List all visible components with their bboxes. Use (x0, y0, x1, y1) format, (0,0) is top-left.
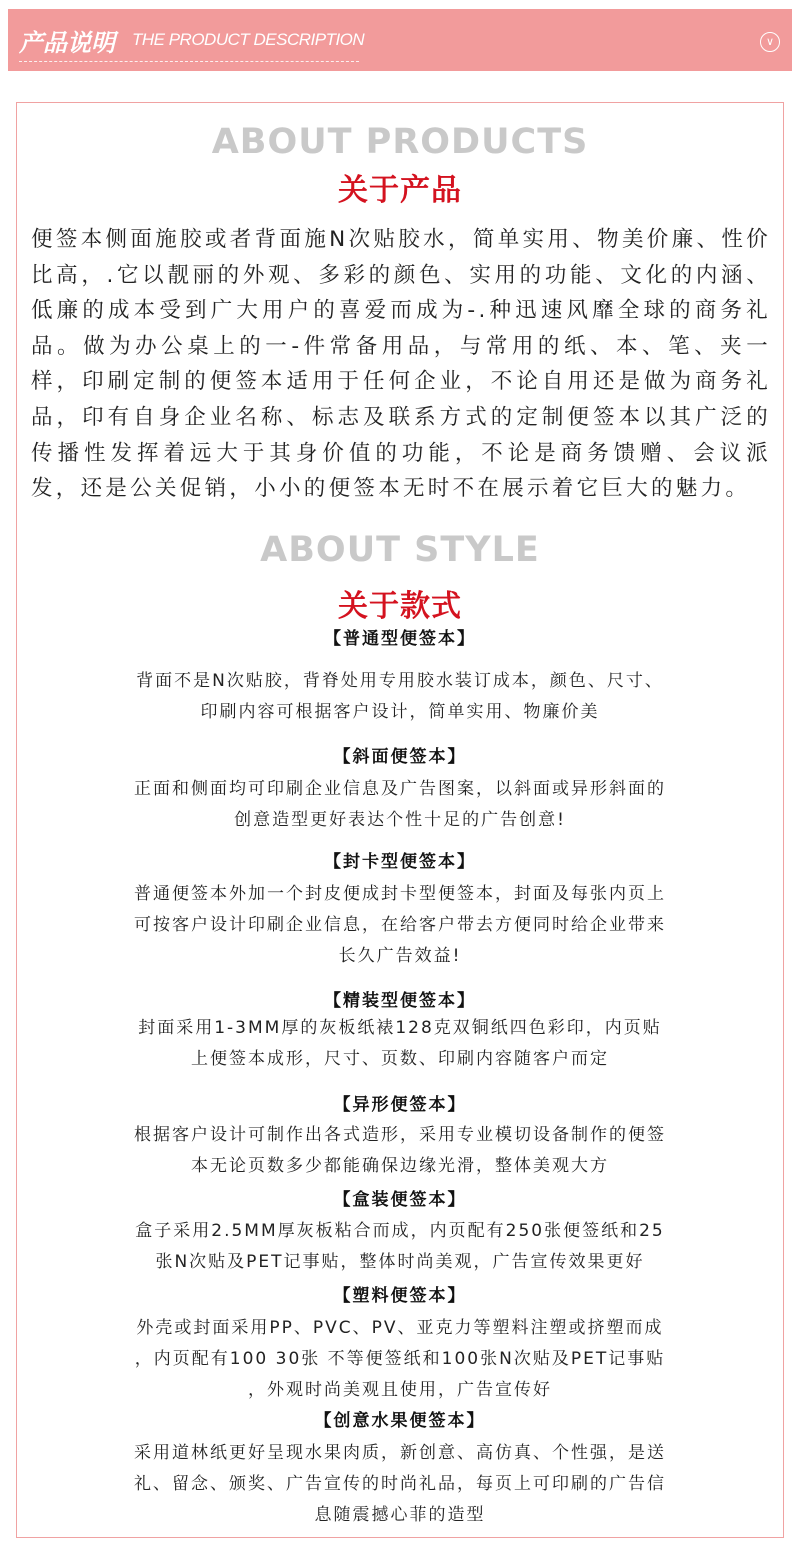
style-item-line: 可按客户设计印刷企业信息，在给客户带去方便同时给企业带来 (134, 915, 666, 935)
header-divider (19, 61, 359, 62)
style-item-body (60, 1216, 740, 1278)
style-item-body (60, 1120, 740, 1182)
style-item-line: 张N次贴及PET记事贴，整体时尚美观，广告宣传效果更好 (155, 1252, 645, 1272)
style-item-line: ，外观时尚美观且使用，广告宣传好 (248, 1380, 552, 1400)
style-item-title: 【创意水果便签本】 (314, 1411, 486, 1431)
style-item-line: 长久广告效益! (338, 946, 462, 966)
style-item-title: 【塑料便签本】 (333, 1286, 467, 1306)
style-item-line: 息随震撼心菲的造型 (314, 1505, 486, 1525)
chevron-down-icon[interactable]: ∨ (760, 32, 780, 52)
style-item-line: ，内页配有100 30张 不等便签纸和100张N次贴及PET记事贴 (134, 1349, 666, 1369)
style-item-line: 正面和侧面均可印刷企业信息及广告图案，以斜面或异形斜面的 (134, 779, 666, 799)
header-subtitle: THE PRODUCT DESCRIPTION (132, 30, 365, 49)
style-item-line: 本无论页数多少都能确保边缘光滑，整体美观大方 (191, 1156, 609, 1176)
style-item-title: 【普通型便签本】 (324, 629, 476, 649)
header-title: 产品说明 (19, 29, 115, 57)
style-item-line: 盒子采用2.5MM厚灰板粘合而成，内页配有250张便签纸和25 (135, 1221, 665, 1241)
style-item-body (60, 666, 740, 728)
style-item-title: 【封卡型便签本】 (324, 852, 476, 872)
style-item-line: 背面不是N次贴胶，背脊处用专用胶水装订成本，颜色、尺寸、 (136, 671, 664, 691)
style-item-title: 【异形便签本】 (333, 1095, 467, 1115)
style-item-title: 【盒装便签本】 (333, 1190, 467, 1210)
style-item-title: 【精装型便签本】 (324, 991, 476, 1011)
about-products-en-title: ABOUT PRODUCTS (211, 122, 589, 162)
style-item-line: 采用道林纸更好呈现水果肉质，新创意、高仿真、个性强，是送 (134, 1443, 666, 1463)
style-item-line: 封面采用1-3MM厚的灰板纸裱128克双铜纸四色彩印，内页贴 (138, 1018, 662, 1038)
style-item-line: 印刷内容可根据客户设计，简单实用、物廉价美 (200, 702, 600, 722)
style-item-line: 上便签本成形，尺寸、页数、印刷内容随客户而定 (191, 1049, 609, 1069)
style-item-line: 外壳或封面采用PP、PVC、PV、亚克力等塑料注塑或挤塑而成 (136, 1318, 664, 1338)
style-item-body (60, 774, 740, 836)
style-item-line: 普通便签本外加一个封皮便成封卡型便签本，封面及每张内页上 (134, 884, 666, 904)
style-item-line: 根据客户设计可制作出各式造形，采用专业模切设备制作的便签 (134, 1125, 666, 1145)
about-style-en-title: ABOUT STYLE (260, 530, 540, 570)
style-item-title: 【斜面便签本】 (333, 747, 467, 767)
about-style-cn-title: 关于款式 (338, 589, 462, 624)
about-products-text: 便签本侧面施胶或者背面施N次贴胶水，简单实用、物美价廉、性价比高，.它以靓丽的外观、多彩的颜色、实用的功能、文化的内涵、低廉的成本受到广大用户的喜爱而成为-.种迅速风靡全球的商务礼品。做为办公桌上的一-件常备用品，与常用的纸、本、笔、夹一样，印刷定制的便签本适用于任何企业，不论自用还是做为商务礼品，印有自身企业名称、标志及联系方式的定制便签本以其广泛的传播性发挥着远大于其身价值的功能，不论是商务馈赠、会议派发，还是公关促销，小小的便签本无时不在展示着它巨大的魅力。 (31, 227, 771, 502)
style-item-body (60, 1013, 740, 1075)
about-products-cn-title: 关于产品 (338, 173, 462, 208)
style-item-body (60, 1438, 740, 1531)
style-item-line: 创意造型更好表达个性十足的广告创意! (234, 810, 566, 830)
header-banner (8, 9, 792, 71)
style-item-body (60, 1313, 740, 1406)
style-item-line: 礼、留念、颁奖、广告宣传的时尚礼品，每页上可印刷的广告信 (134, 1474, 666, 1494)
style-item-body (60, 879, 740, 972)
